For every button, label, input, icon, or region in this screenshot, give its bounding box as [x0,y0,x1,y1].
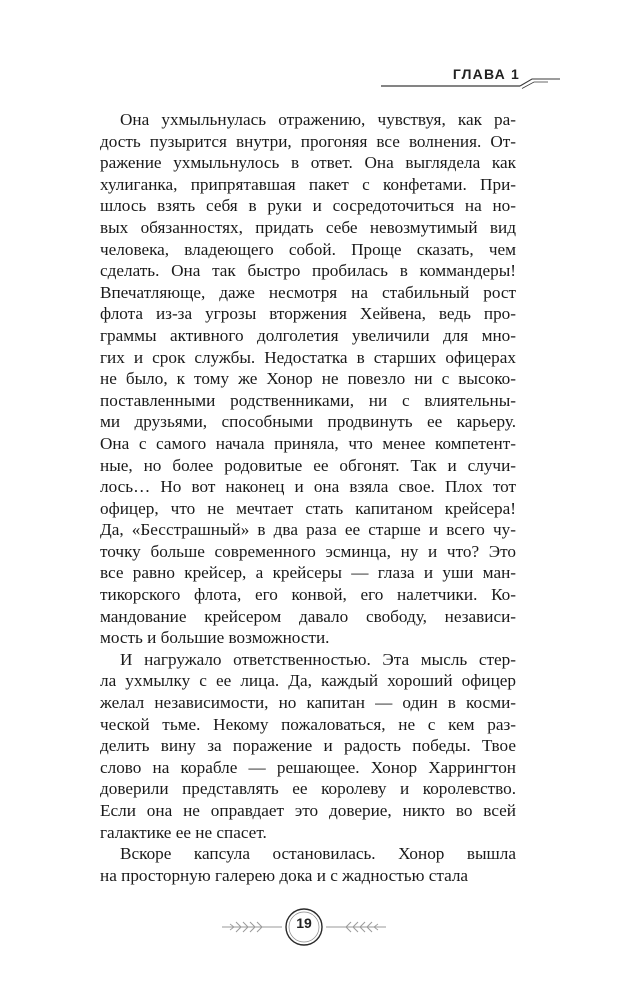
text-line: желал независимости, но капитан — один в косми- [100,693,516,713]
text-line: гих и срок службы. Недостатка в старших офицерах [100,347,516,367]
text-line: на просторную галерею дока и с жадностью стала [100,865,469,885]
text-line: делить вину за поражение и радость победы. Твое [100,736,516,756]
text-line: Если она не оправдает это доверие, никто во всей [100,801,516,820]
text-line: хулиганка, припрятавшая пакет с конфетами. При- [100,174,516,194]
text-line: доверили представлять ее королеву и королевство. [100,779,516,799]
text-line: точку больше современного эсминца, ну и что? Это [100,541,516,561]
text-line: галактике ее не спасет. [100,822,267,842]
text-line: тикорского флота, его конвой, его налетчики. Ко- [100,585,516,605]
text-line: слово на корабле — решающее. Хонор Харрингтон [100,757,516,777]
text-line: шлось взять себя в руки и сосредоточиться на но- [100,196,516,216]
paragraph [100,109,516,649]
text-line: вых обязанностях, придать себе невозмутимый вид [100,217,516,237]
text-line: ла ухмылку с ее лица. Да, каждый хороший офицер [100,671,516,691]
text-line: ные, но более родовитые ее обгонят. Так и случи- [100,455,516,475]
text-line: мость и большие возможности. [100,628,330,648]
text-line: мандование крейсером давало свободу, независи- [100,606,516,626]
text-line: офицер, что не мечтает стать капитаном крейсера! [100,498,516,518]
text-line: ражение ухмыльнулось в ответ. Она выглядела как [100,153,516,173]
header-rule-ornament [0,58,618,92]
text-line: лось… Но вот наконец и она взяла свое. Плох тот [100,477,516,497]
paragraph [100,649,516,843]
text-line: Она ухмыльнулась отражению, чувствуя, как ра- [120,110,516,129]
text-line: Да, «Бесстрашный» в два раза ее старше и всего чу- [100,520,516,540]
text-line: Вскоре капсула остановилась. Хонор вышла [120,844,516,864]
text-line: Впечатляюще, даже несмотря на стабильный рост [100,282,516,302]
running-header [0,58,618,92]
text-line: все равно крейсер, а крейсеры — глаза и уши ман- [100,563,516,583]
text-line: ческой тьме. Некому пожаловаться, не с кем раз- [100,714,516,734]
page-footer [0,906,618,950]
text-line: Она с самого начала приняла, что менее компетент- [100,433,516,453]
text-line: поставленными родственниками, ни с влиятельны- [100,390,516,410]
paragraph [100,843,516,886]
text-line: ми друзьями, способными продвинуть ее карьеру. [100,412,516,432]
page-number: 19 [296,915,312,931]
text-line: И нагружало ответственностью. Эта мысль стер- [120,649,516,669]
chapter-title: ГЛАВА 1 [452,66,520,82]
text-line: флота из-за угрозы вторжения Хейвена, ведь про- [100,304,516,324]
page-body-text [100,109,516,886]
text-line: граммы активного долголетия увеличили для мно- [100,325,516,345]
text-line: не было, к тому же Хонор не повезло ни с высоко- [100,369,516,389]
text-line: дость пузырится внутри, прогоняя все волнения. От- [100,131,516,151]
text-line: человека, владеющего собой. Проще сказать, чем [100,239,516,259]
text-line: сделать. Она так быстро пробилась в коммандеры! [100,261,516,281]
